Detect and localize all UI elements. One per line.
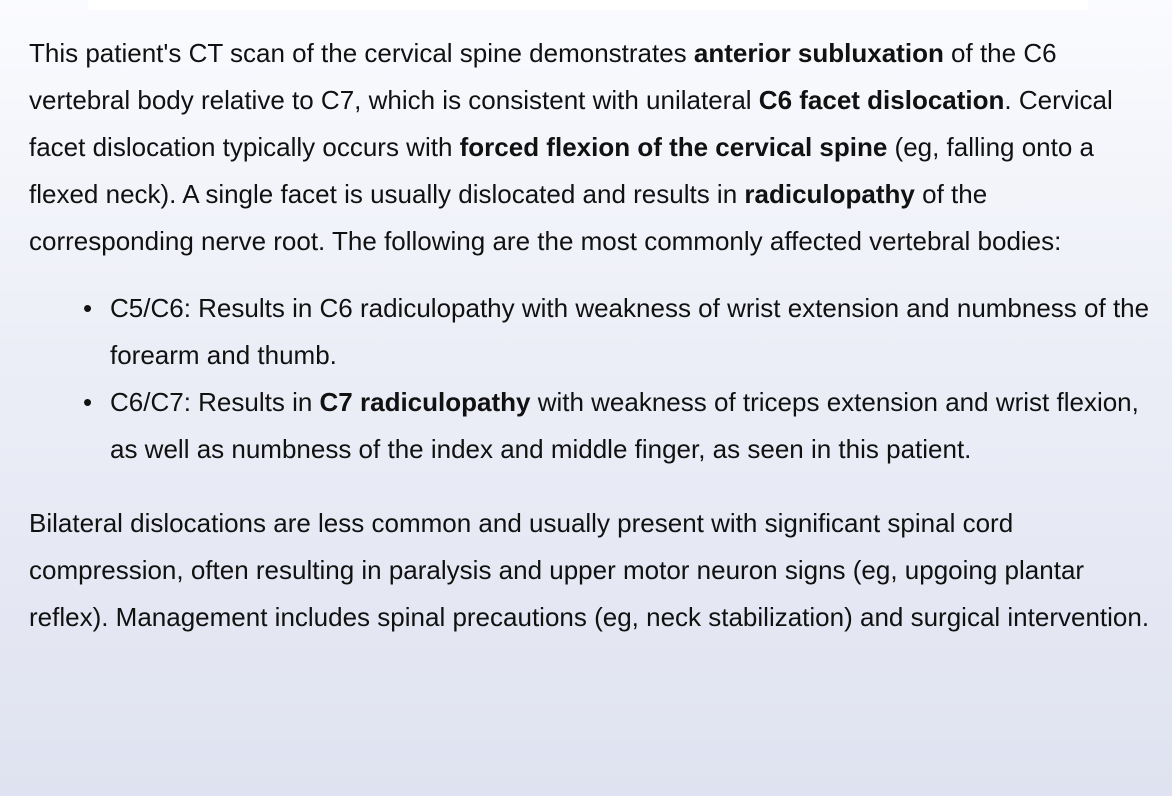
bold-term-anterior-subluxation: anterior subluxation xyxy=(693,38,944,68)
bold-term-forced-flexion: forced flexion of the cervical spine xyxy=(459,132,888,162)
list-item-c6-c7 xyxy=(83,379,1153,473)
text-run: . Cervical facet dislocation typically occurs with xyxy=(29,85,1113,162)
list-item-text: C5/C6: Results in C6 radiculopathy with weakness of wrist extension and numbness of the forearm and thumb. xyxy=(110,293,1150,370)
text-run: of the C6 vertebral body relative to C7, which is consistent with unilateral xyxy=(29,38,1057,115)
bullet-icon: • xyxy=(83,387,93,417)
vertebral-level-list xyxy=(29,285,1153,473)
explanation-content xyxy=(29,30,1153,641)
top-image-edge xyxy=(88,0,1088,10)
bold-term-c7-radiculopathy: C7 radiculopathy xyxy=(319,387,531,417)
bold-term-radiculopathy: radiculopathy xyxy=(744,179,915,209)
list-item-c5-c6 xyxy=(83,285,1153,379)
bold-term-c6-facet-dislocation: C6 facet dislocation xyxy=(758,85,1005,115)
text-run: (eg, falling onto a flexed neck). A single facet is usually dislocated and results in xyxy=(29,132,1095,209)
paragraph-intro xyxy=(29,30,1153,265)
text-run: of the corresponding nerve root. The following are the most commonly affected vertebral bodies: xyxy=(29,179,1062,256)
text-run: with weakness of triceps extension and wrist flexion, as well as numbness of the index and middle finger, as seen in this patient. xyxy=(110,387,1139,464)
paragraph-bilateral: Bilateral dislocations are less common and usually present with significant spinal cord compression, often resulting in paralysis and upper motor neuron signs (eg, upgoing plantar reflex). Management includes spinal precautions (eg, neck stabilization) and surgical intervention. xyxy=(29,508,1150,632)
text-run: This patient's CT scan of the cervical spine demonstrates xyxy=(29,38,694,68)
text-run: C6/C7: Results in xyxy=(110,387,320,417)
bullet-icon: • xyxy=(83,293,93,323)
